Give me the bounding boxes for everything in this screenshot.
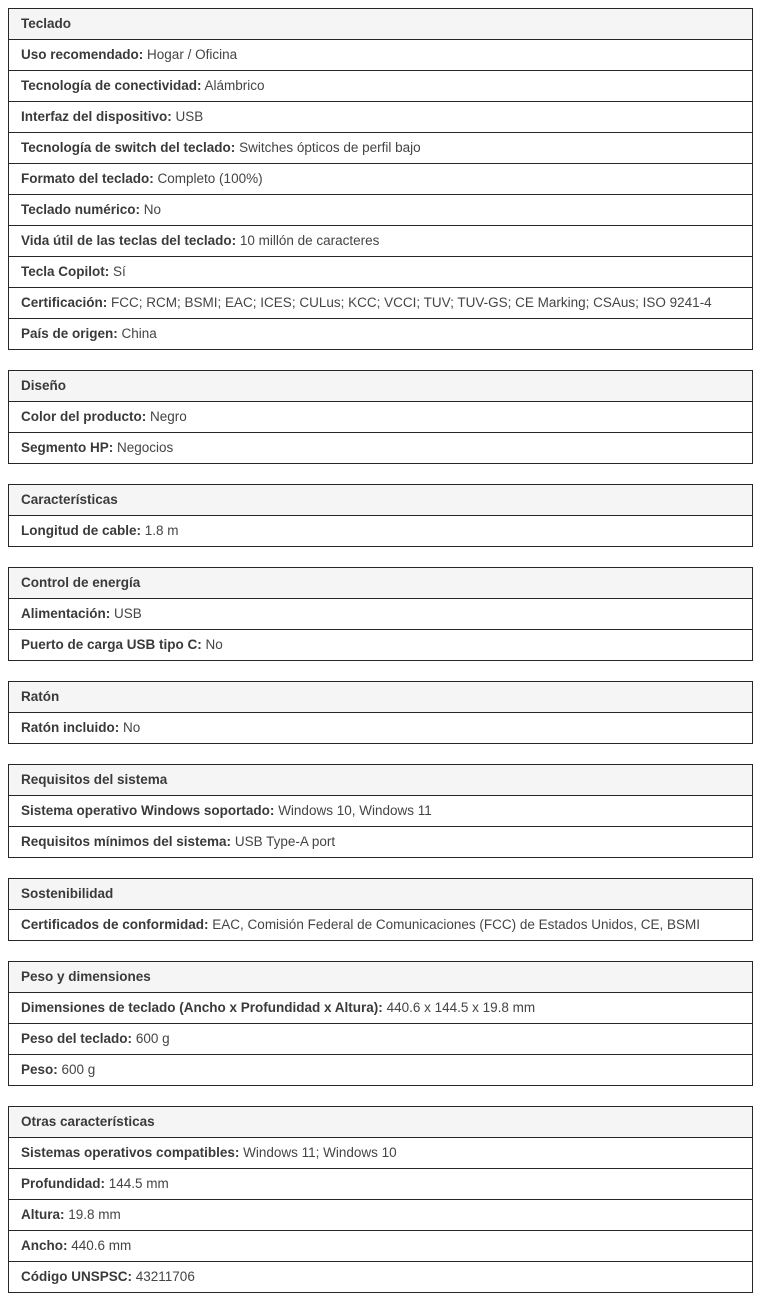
spec-row-color-del-producto: [9, 402, 752, 433]
spec-section-otras-caracteristicas: [8, 1106, 753, 1293]
spec-value: EAC, Comisión Federal de Comunicaciones (FCC) de Estados Unidos, CE, BSMI: [212, 917, 700, 932]
spec-label: Longitud de cable:: [21, 523, 141, 538]
spec-row-alimentacion: [9, 599, 752, 630]
spec-label: Segmento HP:: [21, 440, 114, 455]
spec-label: Formato del teclado:: [21, 171, 154, 186]
spec-value: Sí: [113, 264, 126, 279]
spec-label: Alimentación:: [21, 606, 111, 621]
spec-label: País de origen:: [21, 326, 118, 341]
spec-row-uso-recomendado: [9, 40, 752, 71]
spec-value: No: [205, 637, 223, 652]
spec-row-vida-util-de-las-teclas-del-teclado: [9, 226, 752, 257]
spec-label: Tecla Copilot:: [21, 264, 110, 279]
spec-value: 600 g: [135, 1031, 170, 1046]
spec-section-title: Ratón: [9, 682, 752, 713]
spec-value: 10 millón de caracteres: [239, 233, 380, 248]
spec-label: Uso recomendado:: [21, 47, 144, 62]
spec-section-requisitos-del-sistema: [8, 764, 753, 858]
spec-row-certificacion: [9, 288, 752, 319]
spec-row-requisitos-minimos-del-sistema: [9, 827, 752, 857]
spec-row-tecla-copilot: [9, 257, 752, 288]
spec-section-title: Peso y dimensiones: [9, 962, 752, 993]
spec-label: Certificados de conformidad:: [21, 917, 209, 932]
spec-row-longitud-de-cable: [9, 516, 752, 546]
spec-label: Ratón incluido:: [21, 720, 120, 735]
spec-label: Dimensiones de teclado (Ancho x Profundidad x Altura):: [21, 1000, 383, 1015]
spec-row-dimensiones-de-teclado-ancho-x-profundidad-x-altura: [9, 993, 752, 1024]
spec-label: Certificación:: [21, 295, 108, 310]
spec-section-sostenibilidad: [8, 878, 753, 941]
spec-section-caracteristicas: [8, 484, 753, 547]
spec-value: 440.6 mm: [71, 1238, 132, 1253]
spec-value: Windows 10, Windows 11: [278, 803, 432, 818]
spec-row-certificados-de-conformidad: [9, 910, 752, 940]
spec-row-segmento-hp: [9, 433, 752, 463]
spec-label: Requisitos mínimos del sistema:: [21, 834, 232, 849]
spec-section-teclado: [8, 8, 753, 350]
spec-label: Teclado numérico:: [21, 202, 141, 217]
spec-row-pais-de-origen: [9, 319, 752, 349]
spec-label: Puerto de carga USB tipo C:: [21, 637, 202, 652]
spec-value: 600 g: [61, 1062, 96, 1077]
spec-label: Código UNSPSC:: [21, 1269, 132, 1284]
spec-row-raton-incluido: [9, 713, 752, 743]
spec-row-codigo-unspsc: [9, 1262, 752, 1292]
spec-value: Switches ópticos de perfil bajo: [239, 140, 421, 155]
spec-value: USB: [114, 606, 142, 621]
spec-label: Altura:: [21, 1207, 65, 1222]
spec-row-interfaz-del-dispositivo: [9, 102, 752, 133]
spec-label: Profundidad:: [21, 1176, 105, 1191]
spec-section-diseno: [8, 370, 753, 464]
spec-label: Sistema operativo Windows soportado:: [21, 803, 275, 818]
spec-row-ancho: [9, 1231, 752, 1262]
spec-section-title: Teclado: [9, 9, 752, 40]
spec-row-altura: [9, 1200, 752, 1231]
spec-value: FCC; RCM; BSMI; EAC; ICES; CULus; KCC; VCCI; TUV; TUV-GS; CE Marking; CSAus; ISO 9241-4: [111, 295, 712, 310]
spec-section-title: Requisitos del sistema: [9, 765, 752, 796]
spec-value: Alámbrico: [204, 78, 265, 93]
spec-value: Hogar / Oficina: [147, 47, 238, 62]
spec-row-sistema-operativo-windows-soportado: [9, 796, 752, 827]
spec-label: Tecnología de conectividad:: [21, 78, 202, 93]
spec-row-tecnologia-de-conectividad: [9, 71, 752, 102]
spec-label: Sistemas operativos compatibles:: [21, 1145, 240, 1160]
spec-row-sistemas-operativos-compatibles: [9, 1138, 752, 1169]
spec-section-peso-y-dimensiones: [8, 961, 753, 1086]
spec-value: USB: [175, 109, 204, 124]
spec-section-title: Diseño: [9, 371, 752, 402]
spec-section-title: Características: [9, 485, 752, 516]
spec-value: Negro: [150, 409, 187, 424]
spec-row-puerto-de-carga-usb-tipo-c: [9, 630, 752, 660]
spec-value: USB Type-A port: [234, 834, 336, 849]
spec-value: 19.8 mm: [68, 1207, 121, 1222]
spec-value: Negocios: [117, 440, 174, 455]
spec-value: No: [123, 720, 141, 735]
spec-value: 440.6 x 144.5 x 19.8 mm: [386, 1000, 536, 1015]
spec-row-peso-del-teclado: [9, 1024, 752, 1055]
spec-row-peso: [9, 1055, 752, 1085]
spec-section-control-de-energia: [8, 567, 753, 661]
spec-value: Completo (100%): [157, 171, 263, 186]
spec-section-title: Sostenibilidad: [9, 879, 752, 910]
spec-row-profundidad: [9, 1169, 752, 1200]
spec-label: Ancho:: [21, 1238, 68, 1253]
spec-row-tecnologia-de-switch-del-teclado: [9, 133, 752, 164]
spec-row-formato-del-teclado: [9, 164, 752, 195]
spec-value: 43211706: [135, 1269, 195, 1284]
spec-row-teclado-numerico: [9, 195, 752, 226]
spec-section-title: Control de energía: [9, 568, 752, 599]
spec-value: 144.5 mm: [108, 1176, 169, 1191]
spec-value: Windows 11; Windows 10: [243, 1145, 397, 1160]
spec-value: China: [121, 326, 157, 341]
spec-label: Interfaz del dispositivo:: [21, 109, 172, 124]
spec-section-title: Otras características: [9, 1107, 752, 1138]
spec-label: Peso del teclado:: [21, 1031, 133, 1046]
spec-label: Color del producto:: [21, 409, 147, 424]
spec-label: Vida útil de las teclas del teclado:: [21, 233, 237, 248]
spec-label: Tecnología de switch del teclado:: [21, 140, 236, 155]
spec-value: 1.8 m: [144, 523, 179, 538]
spec-value: No: [143, 202, 162, 217]
spec-label: Peso:: [21, 1062, 58, 1077]
spec-section-raton: [8, 681, 753, 744]
